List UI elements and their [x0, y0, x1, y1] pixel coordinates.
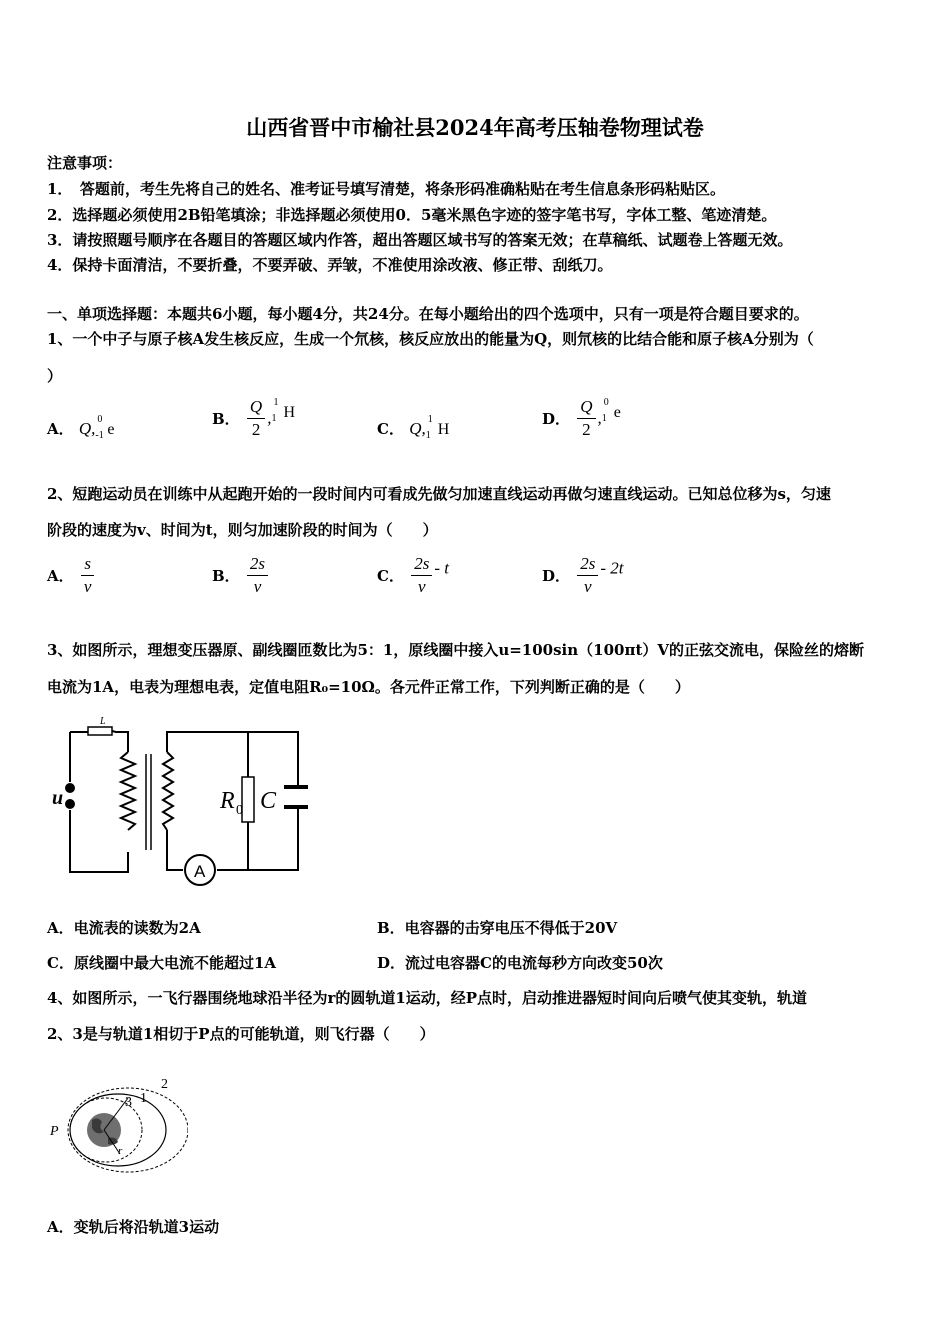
notice-item: 2．选择题必须使用2B铅笔填涂；非选择题必须使用0．5毫米黑色字迹的签字笔书写，字体工整、笔迹清楚。 — [47, 206, 777, 224]
q3-option-c[interactable]: C．原线圈中最大电流不能超过1A — [47, 954, 277, 972]
q1-stem: 1、一个中子与原子核A发生核反应，生成一个氘核，核反应放出的能量为Q，则氘核的比结合能和原子核A分别为（ — [47, 330, 814, 348]
q2-option-d[interactable]: D． $\frac{2s}{v}$ - 2t — [542, 554, 624, 596]
orbit-3-label: 3 — [125, 1095, 132, 1110]
q3-option-d[interactable]: D．流过电容器C的电流每秒方向改变50次 — [377, 954, 663, 972]
q1-option-c[interactable]: C． Q, 1 1 H — [377, 414, 450, 441]
fuse-label: L — [100, 716, 106, 727]
option-label: D． — [542, 410, 571, 428]
option-math: Q — [409, 419, 422, 438]
page-title: 山西省晋中市榆社县2024年高考压轴卷物理试卷 — [246, 115, 704, 140]
q3-option-b[interactable]: B．电容器的击穿电压不得低于20V — [377, 919, 618, 937]
notice-item: 3．请按照题号顺序在各题目的答题区域内作答，超出答题区域书写的答案无效；在草稿纸、试题卷上答题无效。 — [47, 231, 793, 249]
source-label: u — [52, 787, 64, 809]
fraction: $\frac{2s}{v}$ — [247, 553, 268, 598]
q2-option-b[interactable] — [212, 553, 270, 598]
option-label: C． — [377, 567, 404, 585]
fraction: $\frac{Q}{2}$ — [247, 396, 265, 441]
notice-item: 4．保持卡面清洁，不要折叠，不要弄破、弄皱，不准使用涂改液、修正带、刮纸刀。 — [47, 256, 613, 274]
q2-stem-2: 阶段的速度为v、时间为t，则匀加速阶段的时间为（ ） — [47, 521, 438, 539]
q2-option-a[interactable] — [47, 553, 96, 598]
nuclide: 0 -1 e — [95, 414, 115, 441]
notice-heading: 注意事项： — [47, 154, 123, 172]
q4-stem: 4、如图所示，一飞行器围绕地球沿半径为r的圆轨道1运动，经P点时，启动推进器短时间向后喷气使其变轨，轨道 — [47, 989, 808, 1007]
ammeter-label: A — [194, 862, 206, 881]
option-math: Q — [78, 419, 92, 438]
notice-item: 1． 答题前，考生先将自己的姓名、准考证号填写清楚，将条形码准确粘贴在考生信息条形码粘贴区。 — [47, 180, 725, 198]
fraction: $\frac{s}{v}$ — [81, 553, 95, 598]
nuclide: 0 1 e — [601, 396, 621, 424]
point-p-label: P — [50, 1124, 59, 1139]
q4-stem-2: 2、3是与轨道1相切于P点的可能轨道，则飞行器（ ） — [47, 1025, 435, 1043]
q1-stem-end: ） — [47, 367, 63, 385]
fraction: $\frac{2s}{v}$ — [411, 553, 432, 598]
q1-option-a[interactable]: A． Q, 0 -1 e — [47, 414, 115, 441]
q2-option-c[interactable]: C． $\frac{2s}{v}$ - t — [377, 554, 449, 596]
option-label: B． — [212, 567, 240, 585]
q1-option-b[interactable]: B． $\frac{Q}{2}$ , 1 1 H — [212, 396, 296, 439]
q2-stem: 2、短跑运动员在训练中从起跑开始的一段时间内可看成先做匀加速直线运动再做匀速直线运动。已知总位移为s，匀速 — [47, 485, 831, 503]
q3-option-a[interactable]: A．电流表的读数为2A — [47, 919, 201, 937]
q1-option-d[interactable]: D． $\frac{Q}{2}$ , 0 1 e — [542, 396, 621, 439]
nuclide: 1 1 H — [271, 396, 296, 424]
fraction: $\frac{Q}{2}$ — [577, 396, 595, 441]
nuclide: 1 1 H — [425, 414, 450, 441]
transformer-circuit-diagram — [48, 712, 308, 892]
orbit-diagram — [48, 1068, 188, 1178]
q4-option-a[interactable]: A．变轨后将沿轨道3运动 — [47, 1218, 220, 1236]
q3-stem: 3、如图所示，理想变压器原、副线圈匝数比为5：1，原线圈中接入u=100sin（100πt）V的正弦交流电，保险丝的熔断 — [47, 641, 865, 659]
resistor-label: R — [220, 788, 235, 814]
orbit-2-label: 2 — [161, 1077, 168, 1092]
option-label: C． — [377, 420, 404, 438]
option-label: D． — [542, 567, 571, 585]
option-label: A． — [47, 420, 74, 438]
capacitor-label: C — [260, 788, 277, 814]
resistor-sub: 0 — [236, 803, 243, 818]
orbit-1-label: 1 — [140, 1091, 147, 1106]
section-heading: 一、单项选择题：本题共6小题，每小题4分，共24分。在每小题给出的四个选项中，只有一项是符合题目要求的。 — [47, 305, 809, 323]
option-label: B． — [212, 410, 240, 428]
radius-label: r — [118, 1145, 123, 1157]
option-label: A． — [47, 567, 74, 585]
fraction: $\frac{2s}{v}$ — [577, 553, 598, 598]
q3-stem-2: 电流为1A，电表为理想电表，定值电阻R₀=10Ω。各元件正常工作，下列判断正确的是（ ） — [47, 678, 690, 696]
